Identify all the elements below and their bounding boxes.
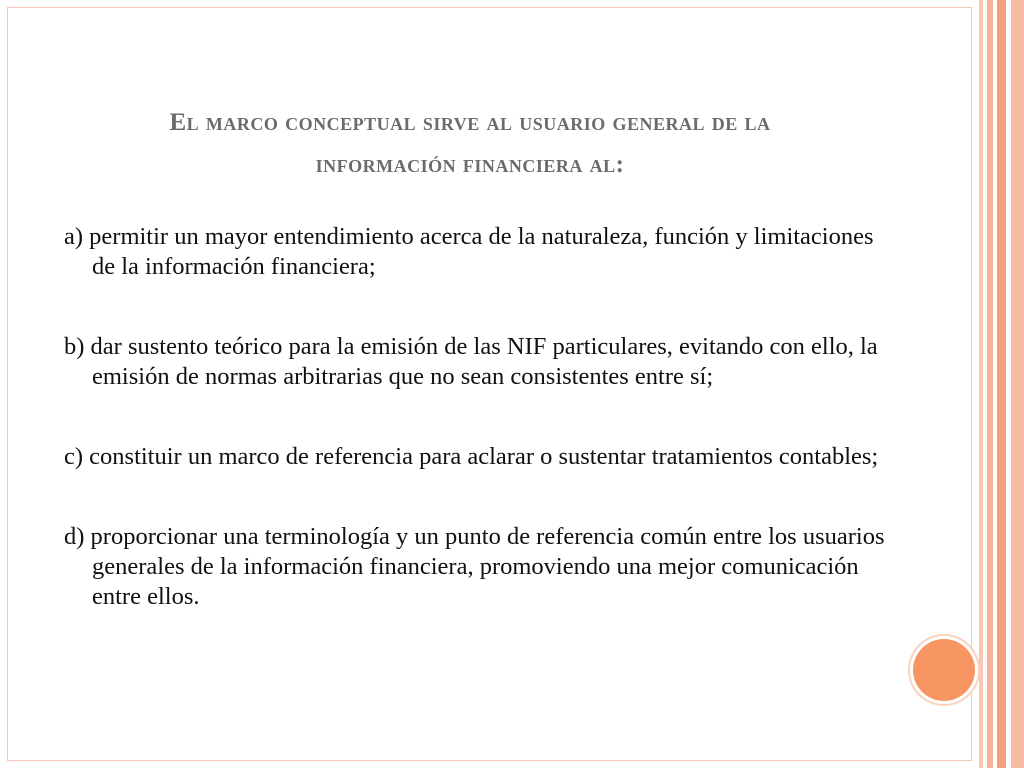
list-item: c) constituir un marco de referencia para aclarar o sustentar tratamientos contables; (64, 443, 879, 470)
decorative-orb-icon (913, 639, 975, 701)
decorative-stripe (987, 0, 993, 768)
decorative-stripe (979, 0, 983, 768)
decorative-stripe (997, 0, 1006, 768)
slide-body (64, 222, 894, 612)
decorative-stripe (1011, 0, 1024, 768)
list-item: a) permitir un mayor entendimiento acerca de la naturaleza, función y limitaciones de la información financiera; (64, 223, 874, 280)
list-item: d) proporcionar una terminología y un punto de referencia común entre los usuarios generales de la información financiera, promoviendo una mejor comunicación entre ellos. (64, 523, 885, 610)
list-item: b) dar sustento teórico para la emisión de las NIF particulares, evitando con ello, la emisión de normas arbitrarias que no sean consistentes entre sí; (64, 333, 878, 390)
slide-title-line: El marco conceptual sirve al usuario general de la (169, 108, 771, 136)
slide-title (40, 102, 900, 186)
slide-title-line: información financiera al: (315, 150, 625, 178)
